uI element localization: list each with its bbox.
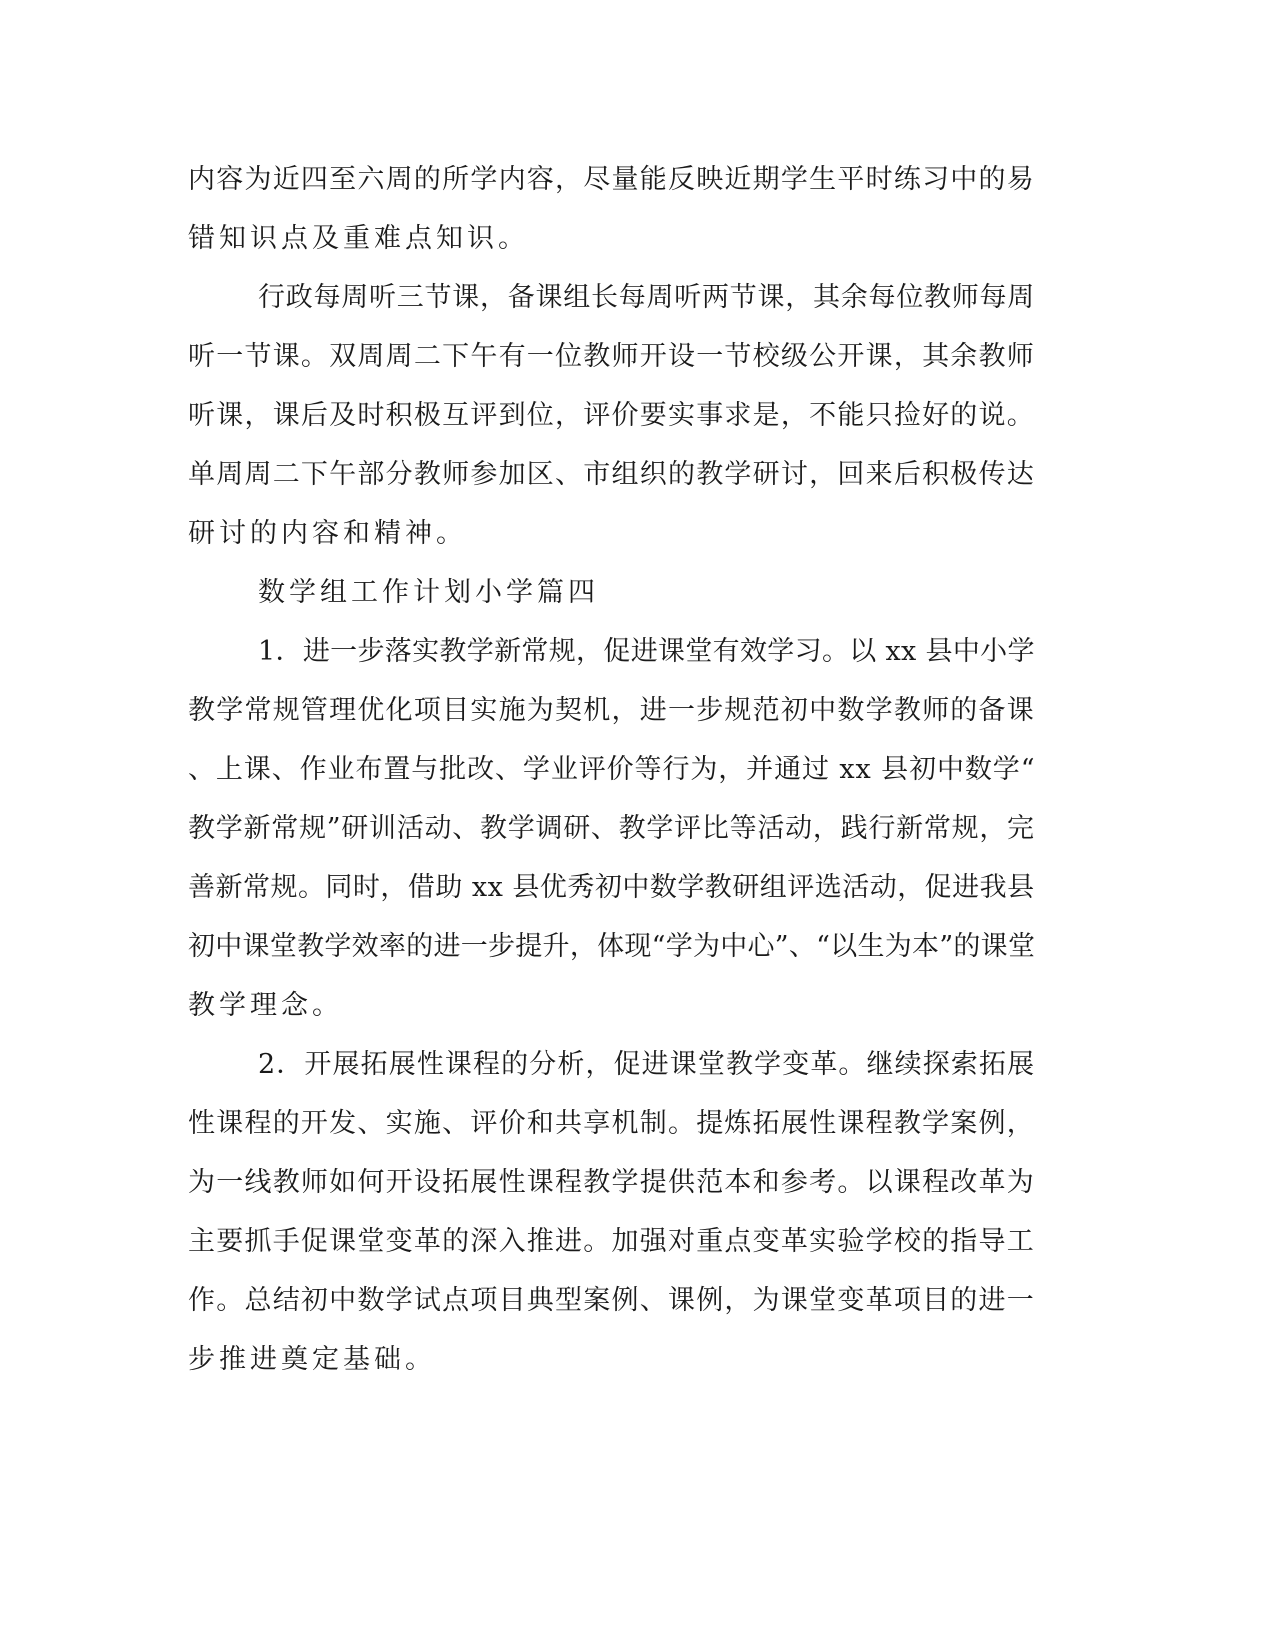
paragraph-line: 教学理念。 bbox=[188, 990, 343, 1021]
paragraph-line: 、上课、作业布置与批改、学业评价等行为，并通过 xx 县初中数学“ bbox=[188, 754, 1036, 785]
paragraph-line: 错知识点及重难点知识。 bbox=[188, 223, 529, 254]
paragraph-line: 研讨的内容和精神。 bbox=[188, 518, 467, 549]
paragraph-line: 主要抓手促课堂变革的深入推进。加强对重点变革实验学校的指导工 bbox=[188, 1226, 1035, 1257]
paragraph-line: 教学常规管理优化项目实施为契机，进一步规范初中数学教师的备课 bbox=[188, 695, 1035, 726]
paragraph-line: 教学新常规”研训活动、教学调研、教学评比等活动，践行新常规，完 bbox=[188, 813, 1035, 844]
paragraph-line: 单周周二下午部分教师参加区、市组织的教学研讨，回来后积极传达 bbox=[188, 459, 1035, 490]
section-heading: 数学组工作计划小学篇四 bbox=[258, 577, 599, 608]
paragraph-line: 步推进奠定基础。 bbox=[188, 1344, 436, 1375]
paragraph-line: 初中课堂教学效率的进一步提升，体现“学为中心”、“以生为本”的课堂 bbox=[188, 931, 1036, 962]
paragraph-line: 内容为近四至六周的所学内容，尽量能反映近期学生平时练习中的易 bbox=[188, 164, 1035, 195]
paragraph-line: 行政每周听三节课，备课组长每周听两节课，其余每位教师每周 bbox=[258, 282, 1035, 313]
paragraph-line: 性课程的开发、实施、评价和共享机制。提炼拓展性课程教学案例， bbox=[188, 1108, 1035, 1139]
paragraph-line: 2．开展拓展性课程的分析，促进课堂教学变革。继续探索拓展 bbox=[258, 1049, 1036, 1080]
paragraph-line: 听一节课。双周周二下午有一位教师开设一节校级公开课，其余教师 bbox=[188, 341, 1035, 372]
paragraph-line: 为一线教师如何开设拓展性课程教学提供范本和参考。以课程改革为 bbox=[188, 1167, 1035, 1198]
paragraph-line: 善新常规。同时，借助 xx 县优秀初中数学教研组评选活动，促进我县 bbox=[188, 872, 1035, 903]
paragraph-line: 听课，课后及时积极互评到位，评价要实事求是，不能只捡好的说。 bbox=[188, 400, 1035, 431]
paragraph-line: 1．进一步落实教学新常规，促进课堂有效学习。以 xx 县中小学 bbox=[258, 636, 1035, 667]
paragraph-line: 作。总结初中数学试点项目典型案例、课例，为课堂变革项目的进一 bbox=[188, 1285, 1035, 1316]
